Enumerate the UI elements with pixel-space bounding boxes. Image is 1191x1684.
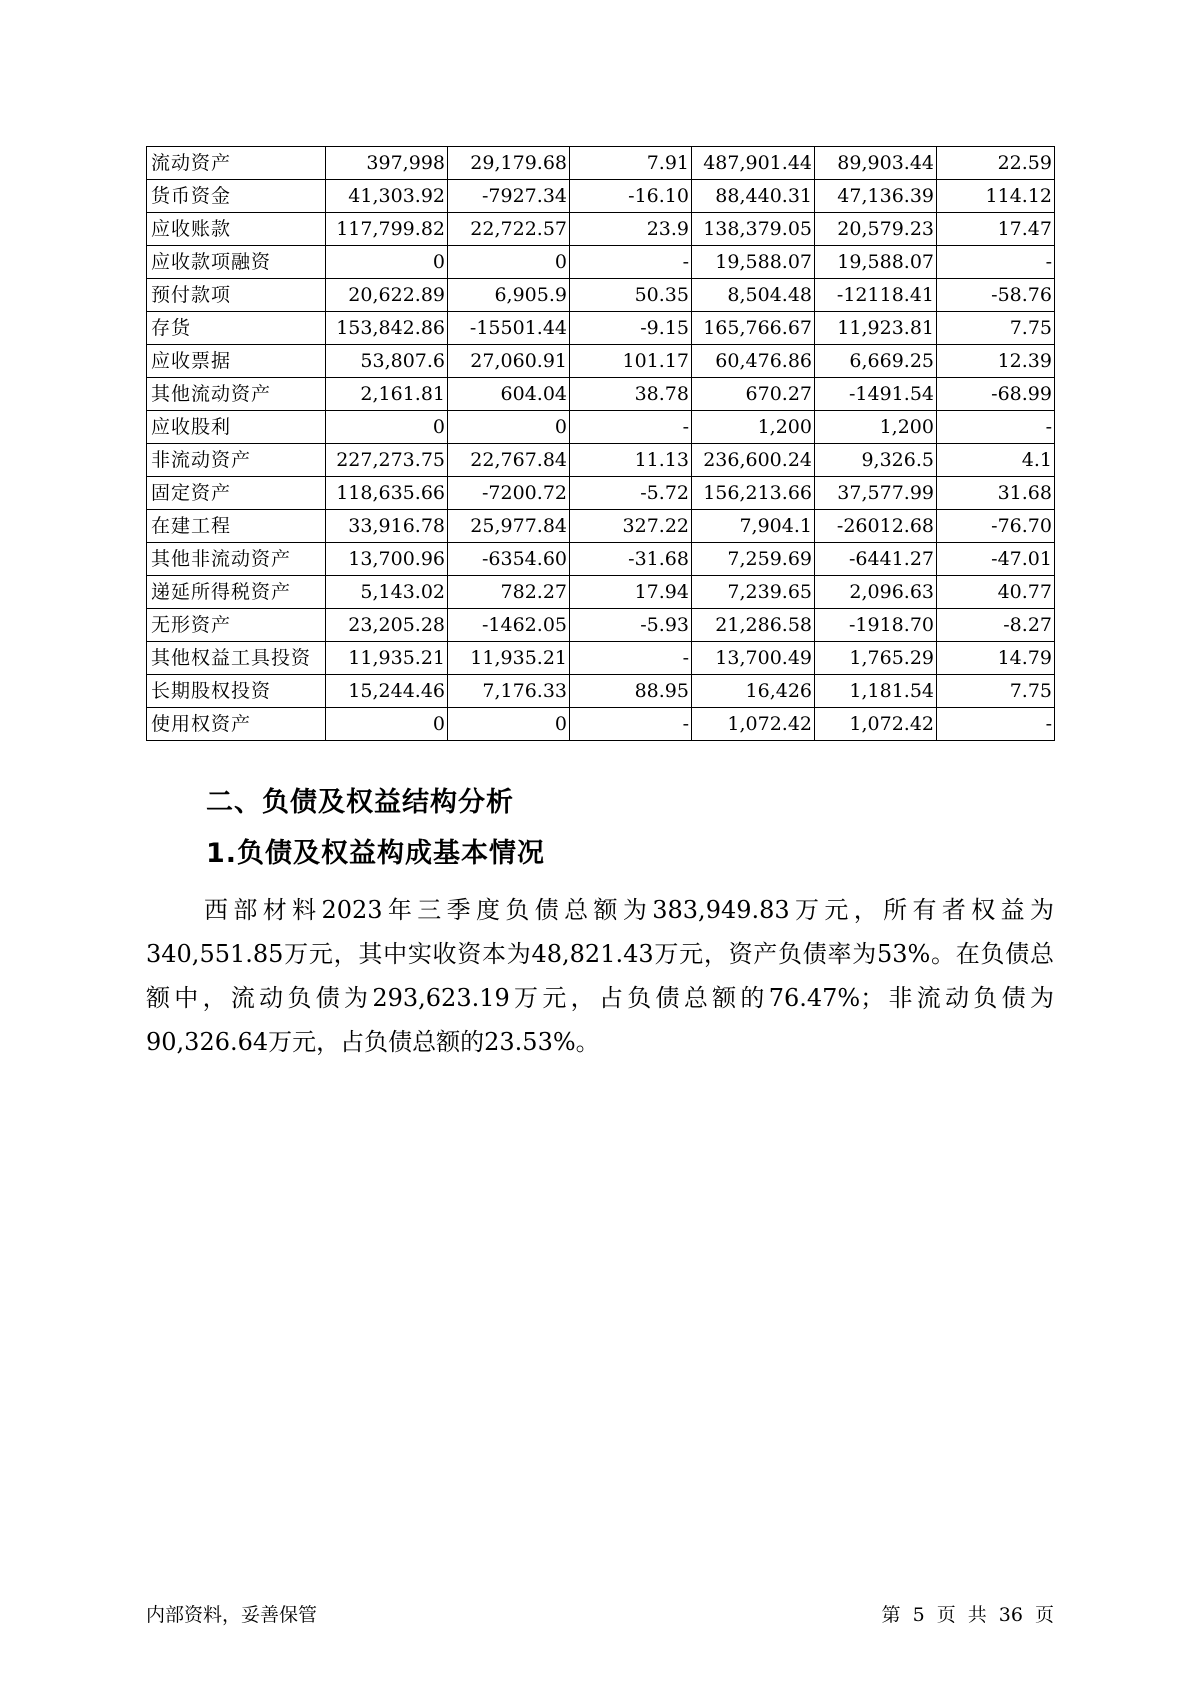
value-cell: 40.77 (937, 576, 1055, 609)
table-row (147, 180, 1055, 213)
row-label-cell: 递延所得税资产 (147, 576, 326, 609)
value-cell: - (937, 246, 1055, 279)
row-label-cell: 应收账款 (147, 213, 326, 246)
row-label-cell: 应收票据 (147, 345, 326, 378)
row-label-cell: 非流动资产 (147, 444, 326, 477)
value-cell: -16.10 (570, 180, 692, 213)
value-cell: 153,842.86 (326, 312, 448, 345)
value-cell: -6354.60 (448, 543, 570, 576)
table-row (147, 609, 1055, 642)
value-cell: 6,905.9 (448, 279, 570, 312)
value-cell: -47.01 (937, 543, 1055, 576)
value-cell: 22,767.84 (448, 444, 570, 477)
value-cell: 0 (326, 246, 448, 279)
row-label-cell: 固定资产 (147, 477, 326, 510)
value-cell: 9,326.5 (815, 444, 937, 477)
row-label-cell: 其他权益工具投资 (147, 642, 326, 675)
value-cell: 118,635.66 (326, 477, 448, 510)
value-cell: 117,799.82 (326, 213, 448, 246)
value-cell: 11.13 (570, 444, 692, 477)
value-cell: 236,600.24 (692, 444, 815, 477)
value-cell: 227,273.75 (326, 444, 448, 477)
value-cell: -12118.41 (815, 279, 937, 312)
value-cell: -31.68 (570, 543, 692, 576)
value-cell: 4.1 (937, 444, 1055, 477)
value-cell: 88.95 (570, 675, 692, 708)
value-cell: 156,213.66 (692, 477, 815, 510)
asset-table-body (147, 147, 1055, 741)
value-cell: 2,096.63 (815, 576, 937, 609)
value-cell: 23.9 (570, 213, 692, 246)
row-label-cell: 流动资产 (147, 147, 326, 180)
row-label-cell: 无形资产 (147, 609, 326, 642)
value-cell: 1,072.42 (815, 708, 937, 741)
value-cell: 53,807.6 (326, 345, 448, 378)
value-cell: -58.76 (937, 279, 1055, 312)
value-cell: -76.70 (937, 510, 1055, 543)
value-cell: 0 (448, 246, 570, 279)
value-cell: -1918.70 (815, 609, 937, 642)
value-cell: 7,176.33 (448, 675, 570, 708)
table-row (147, 279, 1055, 312)
value-cell: - (570, 246, 692, 279)
table-row (147, 642, 1055, 675)
row-label-cell: 存货 (147, 312, 326, 345)
value-cell: 47,136.39 (815, 180, 937, 213)
value-cell: 41,303.92 (326, 180, 448, 213)
value-cell: 101.17 (570, 345, 692, 378)
value-cell: 670.27 (692, 378, 815, 411)
value-cell: 5,143.02 (326, 576, 448, 609)
table-row (147, 543, 1055, 576)
value-cell: 16,426 (692, 675, 815, 708)
table-row (147, 411, 1055, 444)
value-cell: -15501.44 (448, 312, 570, 345)
value-cell: 25,977.84 (448, 510, 570, 543)
value-cell: -1491.54 (815, 378, 937, 411)
value-cell: 22,722.57 (448, 213, 570, 246)
value-cell: - (570, 708, 692, 741)
value-cell: 0 (326, 411, 448, 444)
row-label-cell: 应收款项融资 (147, 246, 326, 279)
value-cell: 1,765.29 (815, 642, 937, 675)
value-cell: 88,440.31 (692, 180, 815, 213)
value-cell: 37,577.99 (815, 477, 937, 510)
value-cell: 7.75 (937, 312, 1055, 345)
row-label-cell: 应收股利 (147, 411, 326, 444)
table-row (147, 477, 1055, 510)
value-cell: 7.91 (570, 147, 692, 180)
value-cell: 33,916.78 (326, 510, 448, 543)
value-cell: 19,588.07 (815, 246, 937, 279)
table-row (147, 708, 1055, 741)
value-cell: 12.39 (937, 345, 1055, 378)
value-cell: -9.15 (570, 312, 692, 345)
value-cell: 20,579.23 (815, 213, 937, 246)
value-cell: 89,903.44 (815, 147, 937, 180)
value-cell: 11,935.21 (448, 642, 570, 675)
value-cell: 11,935.21 (326, 642, 448, 675)
value-cell: 21,286.58 (692, 609, 815, 642)
value-cell: 13,700.49 (692, 642, 815, 675)
analysis-paragraph: 西部材料2023年三季度负债总额为383,949.83万元，所有者权益为340,551.85万元，其中实收资本为48,821.43万元，资产负债率为53%。在负债总额中，流动负债为293,623.19万元，占负债总额的76.47%；非流动负债为90,326.64万元，占负债总额的23.53%。 (146, 896, 1054, 1056)
value-cell: - (570, 642, 692, 675)
table-row (147, 378, 1055, 411)
value-cell: 22.59 (937, 147, 1055, 180)
table-row (147, 510, 1055, 543)
value-cell: - (937, 708, 1055, 741)
value-cell: 327.22 (570, 510, 692, 543)
value-cell: -6441.27 (815, 543, 937, 576)
value-cell: -8.27 (937, 609, 1055, 642)
value-cell: 8,504.48 (692, 279, 815, 312)
value-cell: 29,179.68 (448, 147, 570, 180)
table-row (147, 246, 1055, 279)
value-cell: 1,200 (692, 411, 815, 444)
value-cell: 1,181.54 (815, 675, 937, 708)
value-cell: 7,904.1 (692, 510, 815, 543)
value-cell: 14.79 (937, 642, 1055, 675)
asset-table (146, 146, 1055, 741)
value-cell: 0 (326, 708, 448, 741)
value-cell: -7200.72 (448, 477, 570, 510)
value-cell: 138,379.05 (692, 213, 815, 246)
table-row (147, 147, 1055, 180)
value-cell: 13,700.96 (326, 543, 448, 576)
row-label-cell: 在建工程 (147, 510, 326, 543)
table-row (147, 444, 1055, 477)
row-label-cell: 预付款项 (147, 279, 326, 312)
value-cell: 604.04 (448, 378, 570, 411)
value-cell: 19,588.07 (692, 246, 815, 279)
value-cell: 782.27 (448, 576, 570, 609)
row-label-cell: 其他流动资产 (147, 378, 326, 411)
value-cell: -1462.05 (448, 609, 570, 642)
value-cell: 15,244.46 (326, 675, 448, 708)
value-cell: 50.35 (570, 279, 692, 312)
value-cell: 27,060.91 (448, 345, 570, 378)
value-cell: 6,669.25 (815, 345, 937, 378)
table-row (147, 312, 1055, 345)
row-label-cell: 使用权资产 (147, 708, 326, 741)
value-cell: -26012.68 (815, 510, 937, 543)
footer-page-number: 第 5 页 共 36 页 (881, 1604, 1054, 1626)
value-cell: 165,766.67 (692, 312, 815, 345)
value-cell: -5.72 (570, 477, 692, 510)
value-cell: 1,200 (815, 411, 937, 444)
value-cell: 17.47 (937, 213, 1055, 246)
value-cell: -68.99 (937, 378, 1055, 411)
value-cell: 20,622.89 (326, 279, 448, 312)
value-cell: 60,476.86 (692, 345, 815, 378)
value-cell: 397,998 (326, 147, 448, 180)
section-subheading: 1.负债及权益构成基本情况 (206, 838, 546, 869)
value-cell: - (937, 411, 1055, 444)
value-cell: 7,259.69 (692, 543, 815, 576)
value-cell: 38.78 (570, 378, 692, 411)
row-label-cell: 货币资金 (147, 180, 326, 213)
row-label-cell: 其他非流动资产 (147, 543, 326, 576)
value-cell: -5.93 (570, 609, 692, 642)
section-heading: 二、负债及权益结构分析 (206, 787, 514, 818)
value-cell: 114.12 (937, 180, 1055, 213)
value-cell: 2,161.81 (326, 378, 448, 411)
value-cell: 7,239.65 (692, 576, 815, 609)
value-cell: - (570, 411, 692, 444)
value-cell: 11,923.81 (815, 312, 937, 345)
value-cell: -7927.34 (448, 180, 570, 213)
footer-confidential-note: 内部资料，妥善保管 (146, 1604, 318, 1626)
value-cell: 487,901.44 (692, 147, 815, 180)
value-cell: 0 (448, 411, 570, 444)
table-row (147, 345, 1055, 378)
table-row (147, 576, 1055, 609)
value-cell: 17.94 (570, 576, 692, 609)
value-cell: 7.75 (937, 675, 1055, 708)
row-label-cell: 长期股权投资 (147, 675, 326, 708)
value-cell: 0 (448, 708, 570, 741)
value-cell: 31.68 (937, 477, 1055, 510)
value-cell: 1,072.42 (692, 708, 815, 741)
table-row (147, 675, 1055, 708)
value-cell: 23,205.28 (326, 609, 448, 642)
table-row (147, 213, 1055, 246)
